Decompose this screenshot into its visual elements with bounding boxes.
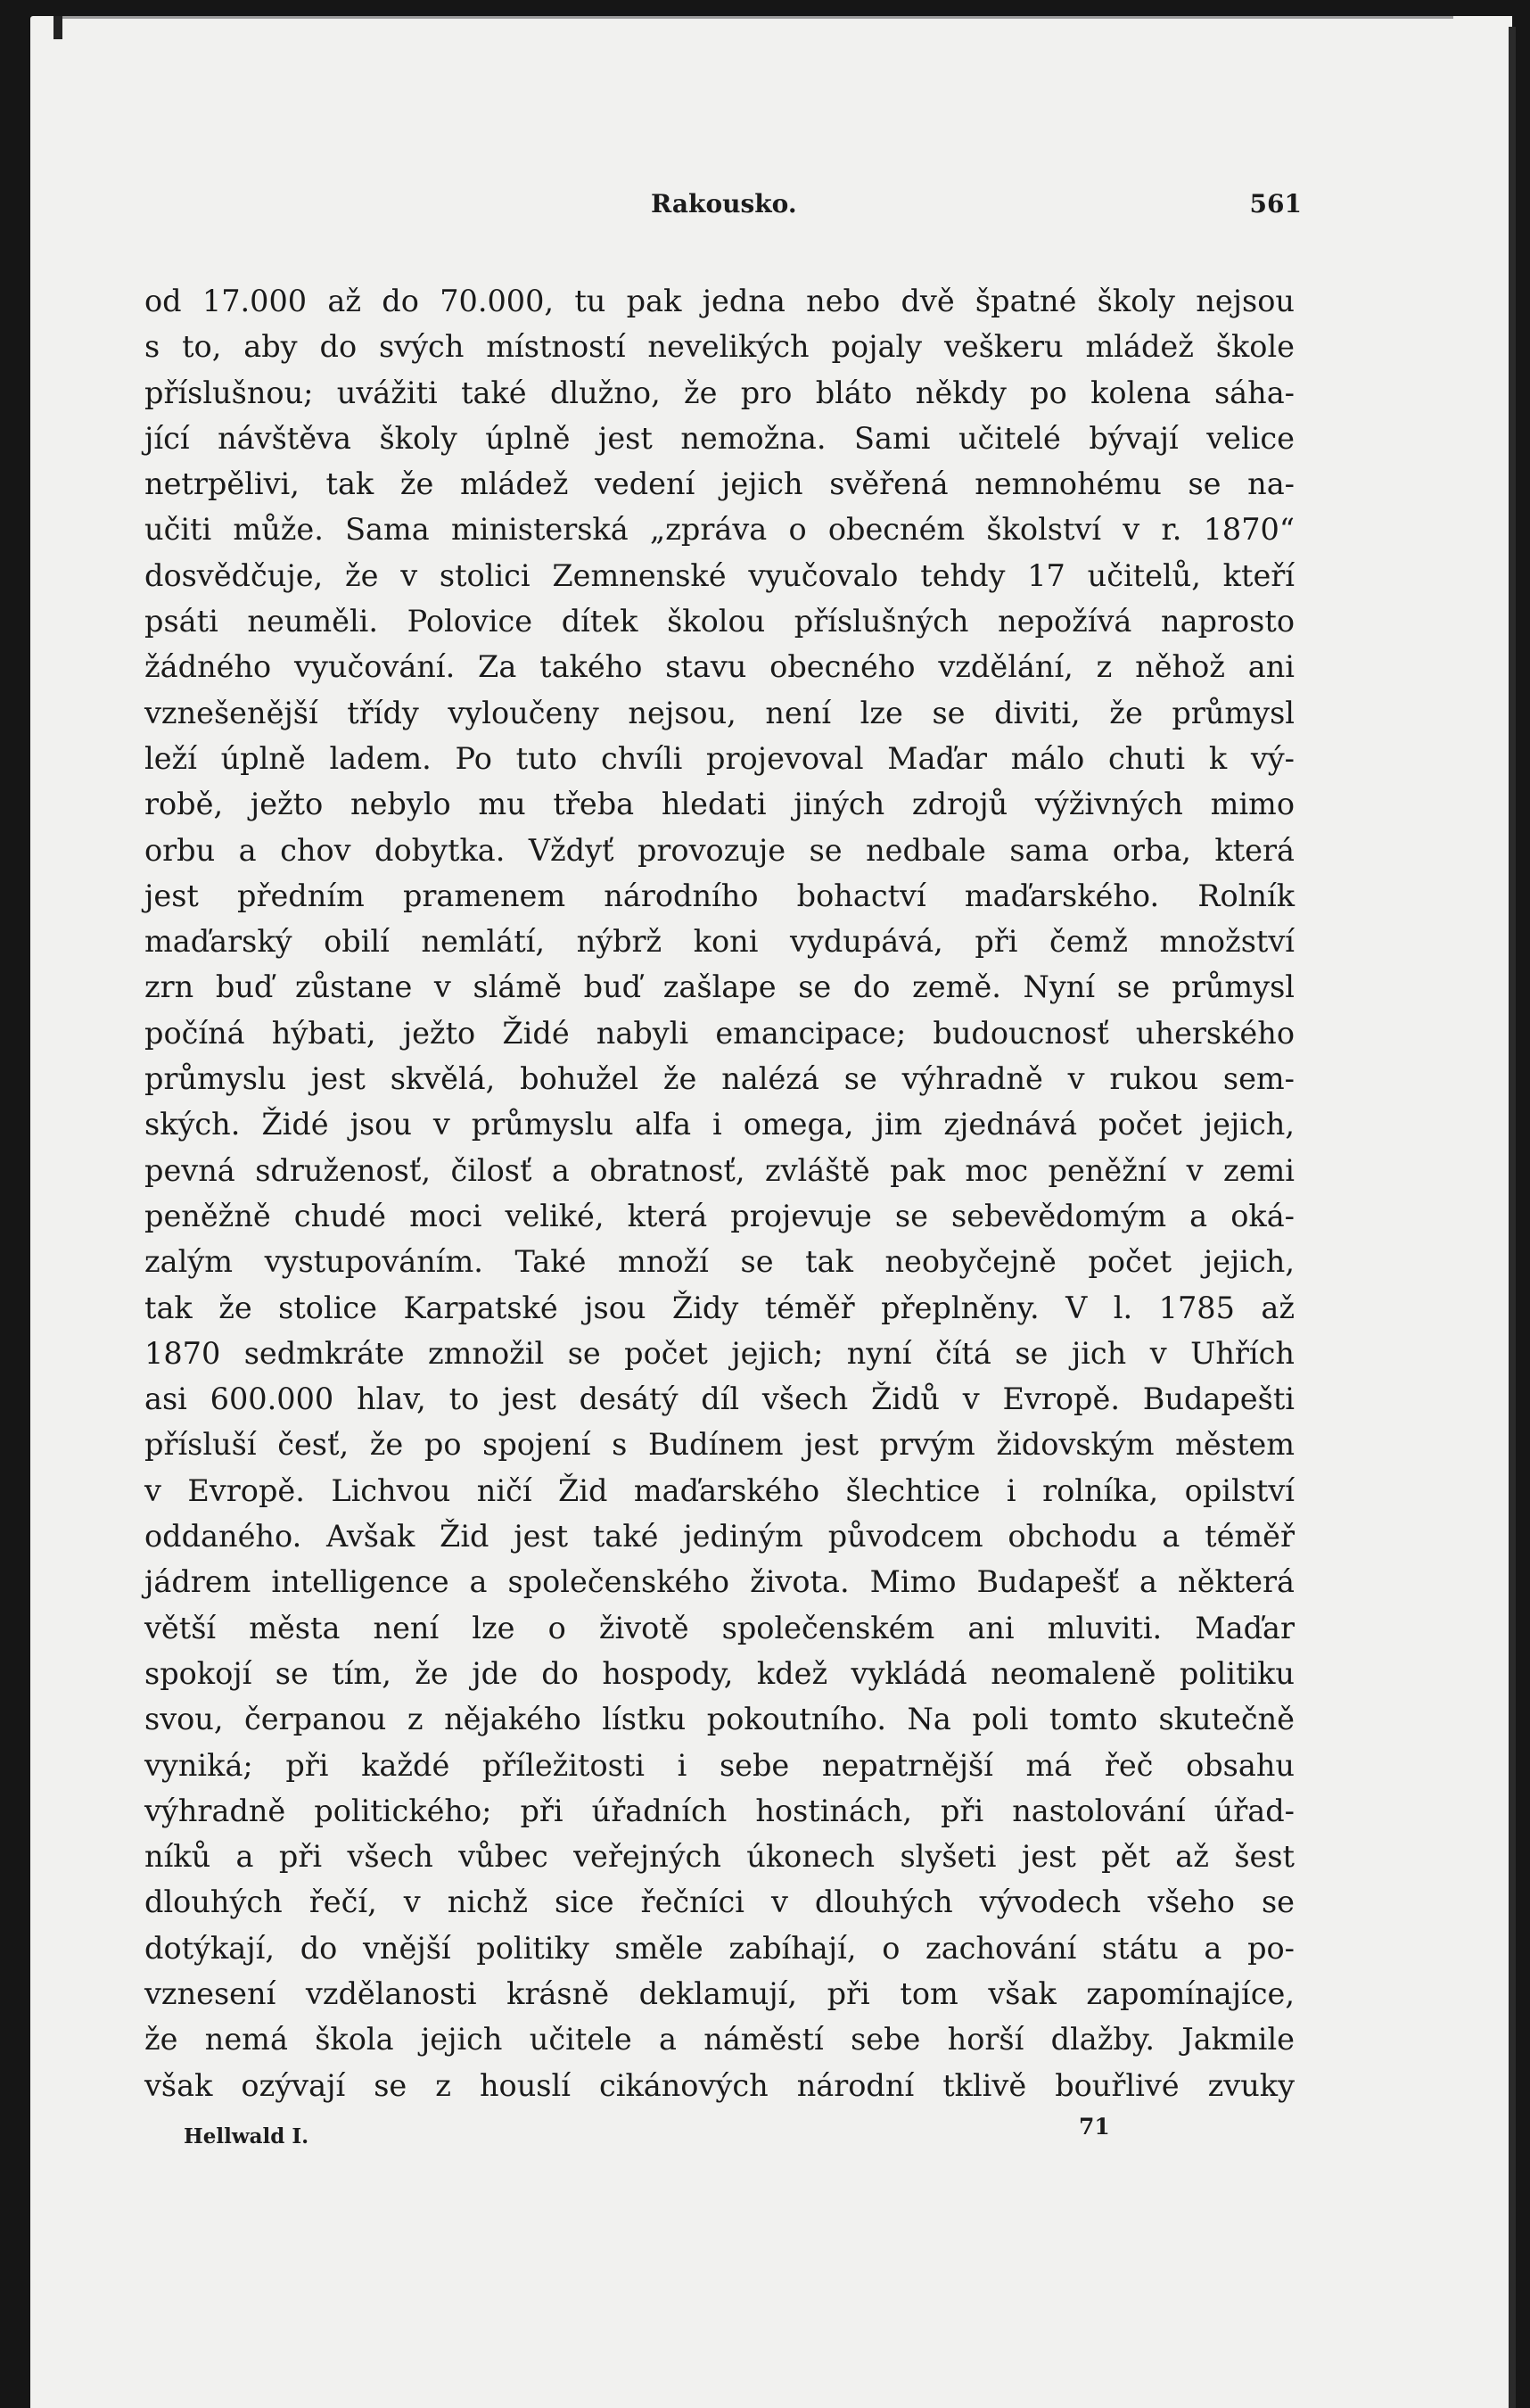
text-line: níků a při všech vůbec veřejných úkonech slyšeti jest pět až šest — [144, 1839, 1295, 1875]
text-line: v Evropě. Lichvou ničí Žid maďarského šlechtice i rolníka, opilství — [144, 1472, 1295, 1508]
text-line: psáti neuměli. Polovice dítek školou příslušných nepožívá naprosto — [144, 604, 1295, 639]
footer-signature: Hellwald I. — [184, 2124, 309, 2148]
text-line: vznešenější třídy vyloučeny nejsou, není lze se diviti, že průmysl — [144, 695, 1295, 730]
body-text — [144, 278, 1295, 2108]
text-line: 1870 sedmkráte zmnožil se počet jejich; nyní čítá se jich v Uhřích — [144, 1335, 1295, 1371]
text-line: větší města není lze o životě společenském ani mluviti. Maďar — [144, 1610, 1295, 1645]
text-line: pevná sdruženosť, čilosť a obratnosť, zvláště pak moc peněžní v zemi — [144, 1152, 1295, 1188]
text-line: od 17.000 až do 70.000, tu pak jedna nebo dvě špatné školy nejsou — [144, 284, 1295, 318]
text-line: však ozývají se z houslí cikánových národní tklivě bouřlivé zvuky — [144, 2067, 1295, 2103]
text-line: tak že stolice Karpatské jsou Židy téměř přeplněny. V l. 1785 až — [144, 1290, 1295, 1325]
text-line: dosvědčuje, že v stolici Zemnenské vyučovalo tehdy 17 učitelů, kteří — [144, 557, 1295, 593]
text-line: jící návštěva školy úplně jest nemožna. Sami učitelé bývají velice — [144, 420, 1295, 456]
text-line: netrpělivi, tak že mládež vedení jejich svěřená nemnohému se na- — [144, 466, 1295, 502]
text-line: robě, ježto nebylo mu třeba hledati jiných zdrojů výživných mimo — [144, 787, 1295, 822]
scan-artifact-mark — [53, 16, 62, 39]
text-line: jest předním pramenem národního bohactví maďarského. Rolník — [144, 878, 1295, 913]
text-line: že nemá škola jejich učitele a náměstí sebe horší dlažby. Jakmile — [144, 2022, 1295, 2058]
text-line: leží úplně ladem. Po tuto chvíli projevoval Maďar málo chuti k vý- — [144, 740, 1295, 776]
text-line: počíná hýbati, ježto Židé nabyli emancipace; budoucnosť uherského — [144, 1015, 1295, 1051]
text-line: dotýkají, do vnější politiky směle zabíhají, o zachování státu a po- — [144, 1930, 1295, 1966]
text-line: asi 600.000 hlav, to jest desátý díl všech Židů v Evropě. Budapešti — [144, 1381, 1295, 1417]
text-line: ských. Židé jsou v průmyslu alfa i omega, jim zjednává počet jejich, — [144, 1107, 1295, 1142]
header-title: Rakousko. — [651, 189, 797, 219]
text-line: zrn buď zůstane v slámě buď zašlape se do země. Nyní se průmysl — [144, 969, 1295, 1005]
header-page-number: 561 — [1249, 189, 1302, 219]
page-footer — [184, 2114, 1164, 2149]
text-line: maďarský obilí nemlátí, nýbrž koni vydupává, při čemž množství — [144, 924, 1295, 960]
text-line: učiti může. Sama ministerská „zpráva o obecném školství v r. 1870“ — [144, 512, 1295, 548]
text-line: spokojí se tím, že jde do hospody, kdež vykládá neomaleně politiku — [144, 1655, 1295, 1691]
page-edge-shadow — [1509, 27, 1516, 2408]
text-line: oddaného. Avšak Žid jest také jediným původcem obchodu a téměř — [144, 1519, 1295, 1554]
text-line: svou, čerpanou z nějakého lístku pokoutního. Na poli tomto skutečně — [144, 1702, 1295, 1737]
footer-sheet-number: 71 — [1079, 2114, 1110, 2140]
text-line: výhradně politického; při úřadních hostinách, při nastolování úřad- — [144, 1793, 1295, 1828]
running-header — [143, 189, 1302, 225]
text-line: jádrem intelligence a společenského života. Mimo Budapešť a některá — [144, 1564, 1295, 1600]
text-line: přísluší česť, že po spojení s Budínem jest prvým židovským městem — [144, 1427, 1295, 1463]
text-line: zalým vystupováním. Také množí se tak neobyčejně počet jejich, — [144, 1244, 1295, 1280]
text-line: vyniká; při každé příležitosti i sebe nepatrnější má řeč obsahu — [144, 1747, 1295, 1783]
text-line: vznesení vzdělanosti krásně deklamují, při tom však zapomínajíce, — [144, 1975, 1295, 2011]
text-line: dlouhých řečí, v nichž sice řečníci v dlouhých vývodech všeho se — [144, 1884, 1295, 1920]
top-edge-line — [62, 16, 1453, 19]
text-line: průmyslu jest skvělá, bohužel že nalézá se výhradně v rukou sem- — [144, 1061, 1295, 1097]
text-line: příslušnou; uvážiti také dlužno, že pro bláto někdy po kolena sáha- — [144, 375, 1295, 410]
text-line: s to, aby do svých místností nevelikých pojaly veškeru mládež škole — [144, 329, 1295, 365]
text-line: peněžně chudé moci veliké, která projevuje se sebevědomým a oká- — [144, 1198, 1295, 1233]
text-line: žádného vyučování. Za takého stavu obecného vzdělání, z něhož ani — [144, 649, 1295, 685]
text-line: orbu a chov dobytka. Vždyť provozuje se nedbale sama orba, která — [144, 832, 1295, 868]
